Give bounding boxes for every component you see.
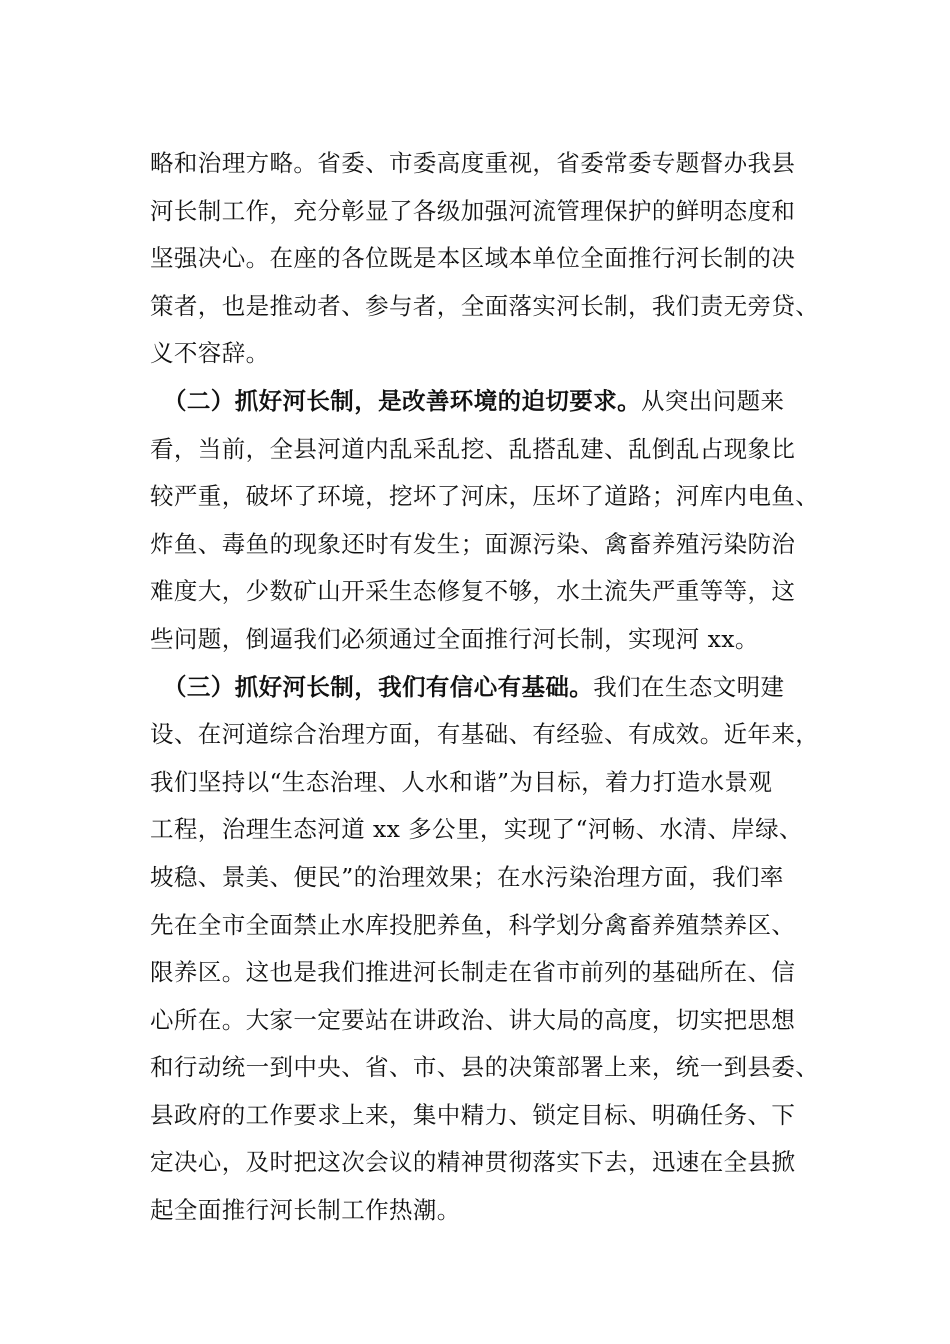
text-line: 心所在。大家一定要站在讲政治、讲大局的高度，切实把思想 (150, 1005, 796, 1034)
text-line: 设、在河道综合治理方面，有基础、有经验、有成效。近年来， (150, 720, 820, 749)
text-line: 坡稳、景美、便民”的治理效果；在水污染治理方面，我们率 (150, 862, 784, 891)
text-line: 义不容辞。 (150, 339, 270, 368)
text-line: 炸鱼、毒鱼的现象还时有发生；面源污染、禽畜养殖污染防治 (150, 529, 796, 558)
text-span: 我们在生态文明建 (593, 672, 785, 701)
text-line: 我们坚持以“生态治理、人水和谐”为目标，着力打造水景观 (150, 767, 773, 796)
text-line: 略和治理方略。省委、市委高度重视，省委常委专题督办我县 (150, 149, 796, 177)
paragraph-2 (150, 378, 850, 664)
text-line: 起全面推行河长制工作热潮。 (150, 1196, 461, 1225)
text-line: 和行动统一到中央、省、市、县的决策部署上来，统一到县委、 (150, 1053, 820, 1082)
section-heading: （三）抓好河长制，我们有信心有基础。 (163, 672, 594, 701)
text-line: 工程，治理生态河道 xx 多公里，实现了“河畅、水清、岸绿、 (150, 815, 803, 844)
text-line: 些问题，倒逼我们必须通过全面推行河长制，实现河 xx。 (150, 624, 759, 653)
text-line: 定决心，及时把这次会议的精神贯彻落实下去，迅速在全县掀 (150, 1148, 796, 1177)
document-body (150, 140, 850, 1235)
text-line: 先在全市全面禁止水库投肥养鱼，科学划分禽畜养殖禁养区、 (150, 910, 796, 939)
text-line: 难度大，少数矿山开采生态修复不够，水土流失严重等等，这 (150, 577, 796, 606)
text-line: 策者，也是推动者、参与者，全面落实河长制，我们责无旁贷、 (150, 291, 820, 320)
text-line: 河长制工作，充分彰显了各级加强河流管理保护的鲜明态度和 (150, 196, 796, 225)
paragraph-3 (150, 664, 850, 1235)
paragraph-first-line (150, 664, 850, 712)
text-line: 看，当前，全县河道内乱采乱挖、乱搭乱建、乱倒乱占现象比 (150, 434, 796, 463)
paragraph-first-line (150, 378, 850, 426)
section-heading: （二）抓好河长制，是改善环境的迫切要求。 (163, 386, 641, 415)
paragraph-1 (150, 140, 850, 378)
text-line: 县政府的工作要求上来，集中精力、锁定目标、明确任务、下 (150, 1100, 796, 1129)
text-line: 坚强决心。在座的各位既是本区域本单位全面推行河长制的决 (150, 244, 796, 273)
text-line: 较严重，破坏了环境，挖坏了河床，压坏了道路；河库内电鱼、 (150, 482, 820, 511)
text-span: 从突出问题来 (641, 386, 785, 415)
text-line: 限养区。这也是我们推进河长制走在省市前列的基础所在、信 (150, 958, 796, 987)
